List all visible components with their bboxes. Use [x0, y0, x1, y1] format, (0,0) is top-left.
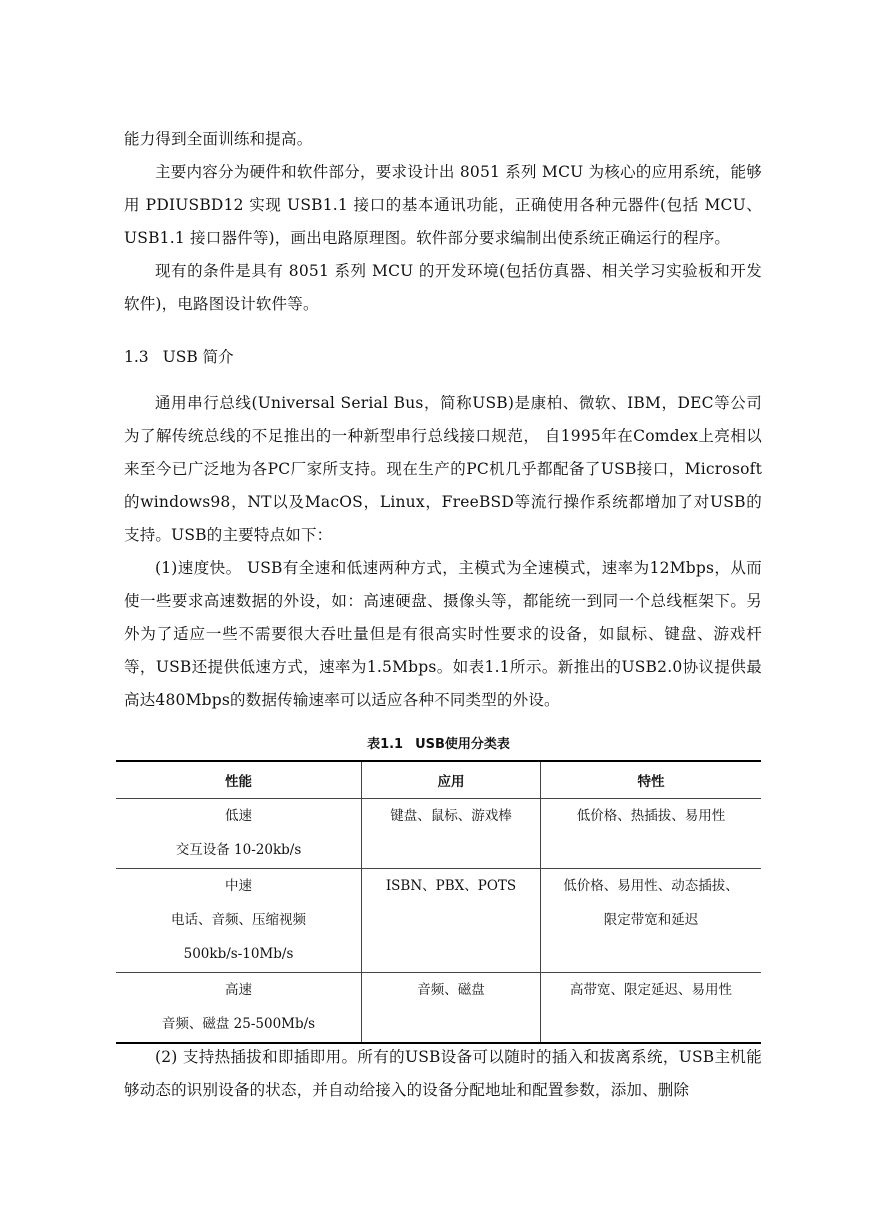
table-row	[116, 799, 761, 869]
usb-speed-paragraph: (1)速度快。 USB有全速和低速两种方式，主模式为全速模式，速率为12Mbps，从而使一些要求高速数据的外设，如：高速硬盘、摄像头等，都能统一到同一个总线框架下。另外为了适应一些不需要很大吞吐量但是有很高实时性要求的设备，如鼠标、键盘、游戏杆等，USB还提供低速方式，速率为1.5Mbps。如表1.1所示。新推出的USB2.0协议提供最高达480Mbps的数据传输速率可以适应各种不同类型的外设。	[124, 559, 762, 709]
application-cell: ISBN、PBX、POTS	[362, 869, 541, 973]
table-caption-title: USB使用分类表	[415, 737, 510, 752]
speed-class: 中速	[225, 878, 252, 894]
hotplug-section	[124, 1041, 762, 1107]
column-header-application: 应用	[362, 761, 541, 799]
table-header-row	[116, 761, 761, 799]
usb-intro-section	[124, 387, 762, 717]
feature-cell	[541, 973, 762, 1044]
speed-detail: 500kb/s-10Mb/s	[183, 946, 294, 962]
table-caption	[116, 733, 761, 757]
column-header-feature: 特性	[541, 761, 762, 799]
feature-cell	[541, 799, 762, 869]
column-header-performance: 性能	[116, 761, 362, 799]
usb-overview-paragraph: 通用串行总线(Universal Serial Bus，简称USB)是康柏、微软、IBM，DEC等公司为了解传统总线的不足推出的一种新型串行总线接口规范， 自1995年在Comdex上亮相以来至今已广泛地为各PC厂家所支持。现在生产的PC机几乎都配备了USB接口，Microsoft的windows98，NT以及MacOS，Linux，FreeBSD等流行操作系统都增加了对USB的支持。USB的主要特点如下：	[124, 394, 762, 544]
speed-detail: 音频、磁盘 25-500Mb/s	[161, 1016, 316, 1032]
hotplug-paragraph: (2) 支持热插拔和即插即用。所有的USB设备可以随时的插入和拔离系统，USB主机能够动态的识别设备的状态，并自动给接入的设备分配地址和配置参数，添加、删除	[124, 1048, 762, 1099]
feature-text: 限定带宽和延迟	[603, 912, 699, 928]
performance-cell	[116, 799, 362, 869]
performance-cell	[116, 973, 362, 1044]
section-heading	[124, 342, 234, 372]
feature-text: 低价格、热插拔、易用性	[576, 808, 726, 824]
speed-detail: 电话、音频、压缩视频	[171, 912, 306, 928]
feature-text: 低价格、易用性、动态插拔、	[563, 878, 739, 894]
usb-classification-table	[116, 760, 761, 1044]
table-caption-number: 表1.1	[367, 737, 404, 752]
application-cell: 音频、磁盘	[362, 973, 541, 1044]
intro-paragraph-content: 主要内容分为硬件和软件部分，要求设计出 8051 系列 MCU 为核心的应用系统，能够用 PDIUSBD12 实现 USB1.1 接口的基本通讯功能，正确使用各种元器件(包括 MCU、USB1.1 接口器件等)，画出电路原理图。软件部分要求编制出使系统正确运行的程序。	[124, 163, 762, 247]
performance-cell	[116, 869, 362, 973]
speed-class: 低速	[225, 808, 252, 824]
intro-section	[124, 123, 762, 321]
feature-cell	[541, 869, 762, 973]
speed-class: 高速	[225, 982, 252, 998]
intro-line: 能力得到全面训练和提高。	[124, 130, 313, 148]
section-number: 1.3	[124, 348, 149, 366]
intro-paragraph-conditions: 现有的条件是具有 8051 系列 MCU 的开发环境(包括仿真器、相关学习实验板和开发软件)，电路图设计软件等。	[124, 262, 762, 313]
feature-text: 高带宽、限定延迟、易用性	[570, 982, 732, 998]
table-row	[116, 869, 761, 973]
application-cell: 键盘、鼠标、游戏棒	[362, 799, 541, 869]
table-row	[116, 973, 761, 1044]
section-title: USB 简介	[162, 348, 234, 366]
speed-detail: 交互设备 10-20kb/s	[175, 842, 302, 858]
